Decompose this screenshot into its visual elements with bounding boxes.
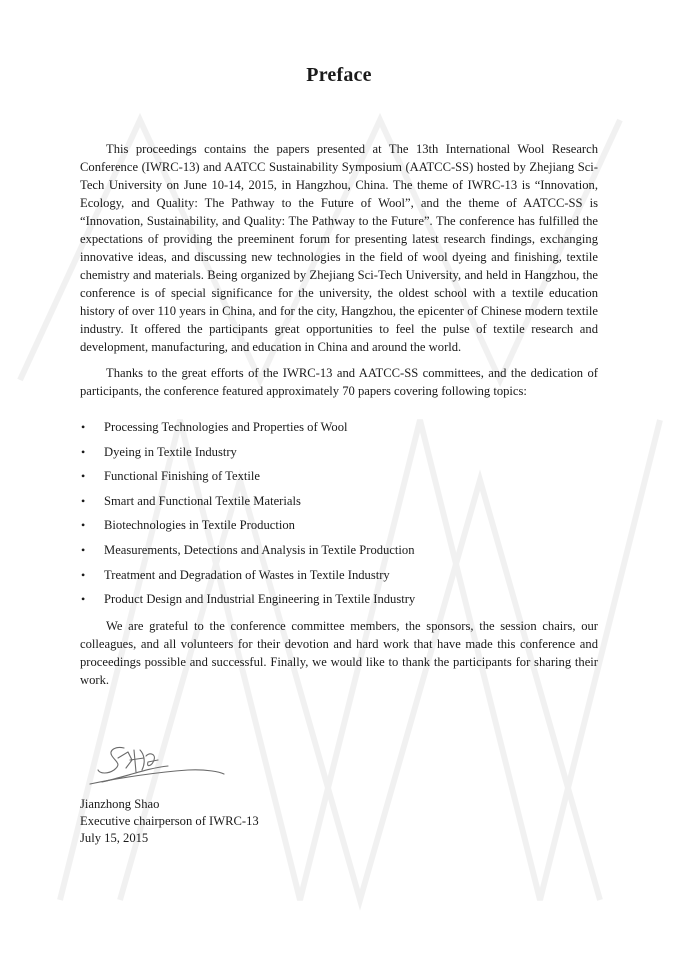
bullet-icon: • — [81, 542, 86, 557]
topic-label: Processing Technologies and Properties of Wool — [104, 420, 348, 434]
topic-label: Smart and Functional Textile Materials — [104, 493, 301, 508]
list-item — [80, 418, 598, 443]
list-item — [80, 516, 598, 541]
topic-label: Biotechnologies in Textile Production — [104, 518, 295, 533]
bullet-icon: • — [81, 567, 86, 582]
handwritten-signature-icon — [88, 738, 228, 790]
signer-role: Executive chairperson of IWRC-13 — [80, 814, 259, 828]
list-item — [80, 492, 598, 517]
bullet-icon: • — [81, 469, 86, 484]
signer-name: Jianzhong Shao — [80, 797, 160, 811]
closing-paragraph: We are grateful to the conference committee members, the sponsors, the session chairs, our colleagues, and all volunteers for their devotion and hard work that have made this conference and proceedings possible and successful. Finally, we would like to thank the participants for sharing their work. — [80, 618, 598, 687]
topic-label: Treatment and Degradation of Wastes in Textile Industry — [104, 567, 390, 582]
topic-label: Dyeing in Textile Industry — [104, 444, 237, 459]
topics-list — [80, 418, 598, 615]
bullet-icon: • — [81, 592, 86, 607]
topic-label: Product Design and Industrial Engineering in Textile Industry — [104, 592, 416, 607]
topic-label: Measurements, Detections and Analysis in Textile Production — [104, 542, 415, 557]
list-item — [80, 590, 598, 615]
signature-date: July 15, 2015 — [80, 831, 149, 845]
bullet-icon: • — [81, 518, 86, 533]
list-item — [80, 443, 598, 468]
list-item — [80, 566, 598, 591]
preface-body — [80, 140, 598, 689]
intro-paragraph: This proceedings contains the papers presented at The 13th International Wool Research Conference (IWRC-13) and AATCC Sustainability Symposium (AATCC-SS) hosted by Zhejiang Sci-Tech University on June 10-14, 2015, in Hangzhou, China. The theme of IWRC-13 is “Innovation, Ecology, and Quality: The Pathway to the Future of Wool”, and the theme of AATCC-SS is “Innovation, Sustainability, and Quality: The Pathway to the Future”. The conference has fulfilled the expectations of providing the preeminent forum for presenting latest research findings, exchanging innovative ideas, and discussing new technologies in the field of wool dyeing and finishing, textile chemistry and materials. Being organized by Zhejiang Sci-Tech University, and held in Hangzhou, the conference is of special significance for the university, the oldest school with a textile education history of over 110 years in China, and for the city, Hangzhou, the epicenter of Chinese modern textile industry. It offered the participants great opportunities to feel the pulse of textile research and development, manufacturing, and education in China and around the world. — [80, 142, 598, 354]
topics-intro-paragraph: Thanks to the great efforts of the IWRC-13 and AATCC-SS committees, and the dedication of participants, the conference featured approximately 70 papers covering following topics: — [80, 366, 598, 398]
signature-block — [80, 796, 259, 847]
bullet-icon: • — [81, 420, 86, 434]
list-item — [80, 541, 598, 566]
topic-label: Functional Finishing of Textile — [104, 469, 260, 484]
page-title: Preface — [306, 64, 372, 86]
bullet-icon: • — [81, 444, 86, 459]
bullet-icon: • — [81, 493, 86, 508]
list-item — [80, 467, 598, 492]
